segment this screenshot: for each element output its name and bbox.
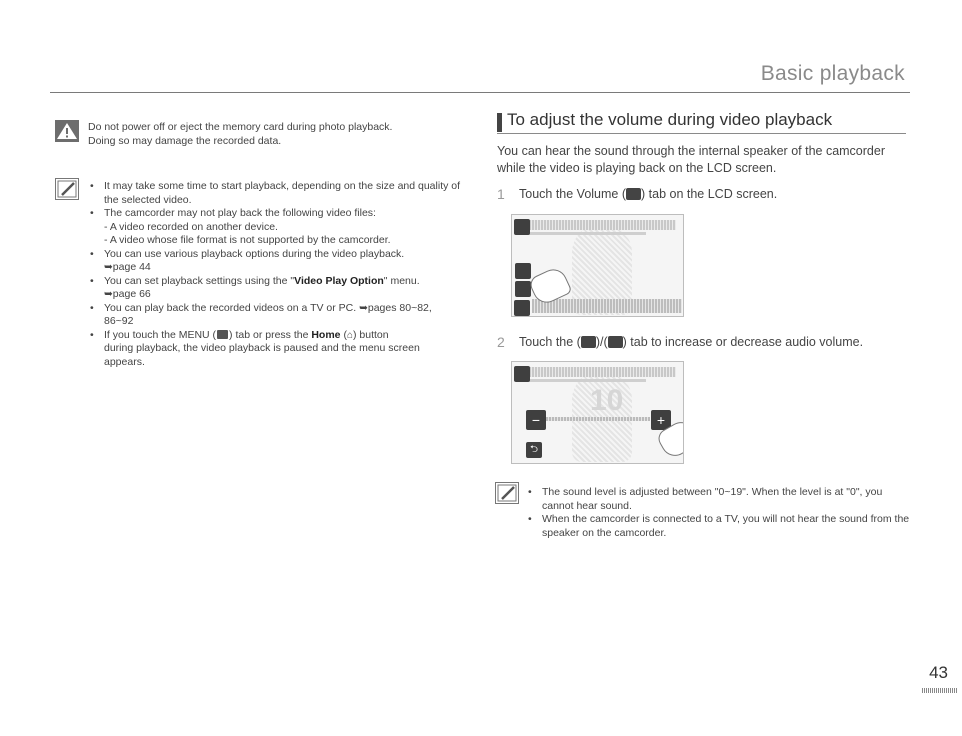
- home-icon: ⌂: [346, 329, 353, 341]
- notes-list-right: [528, 486, 913, 540]
- button-name: Home: [311, 328, 341, 341]
- volume-icon: [515, 263, 531, 279]
- volume-bar: [546, 417, 650, 421]
- list-item: • The camcorder may not play back the following video files: - A video recorded on another device. - A video whose file format is not supported by the camcorder.: [90, 207, 462, 248]
- list-item: • You can use various playback options during the video playback. ➥page 44: [90, 248, 462, 275]
- note-text: The sound level is adjusted between "0~19". When the level is at "0", you cannot hear sound.: [542, 486, 883, 512]
- header-divider: [50, 92, 910, 93]
- note-text: You can set playback settings using the ": [104, 274, 295, 287]
- section-intro: You can hear the sound through the internal speaker of the camcorder while the video is playing back on the LCD screen.: [497, 144, 885, 175]
- minus-icon: −: [526, 410, 546, 430]
- step-text: ) tab to increase or decrease audio volume.: [622, 335, 864, 349]
- page-number: 43: [929, 663, 948, 682]
- page-reference: ➥page 44: [104, 261, 151, 273]
- list-item: • The sound level is adjusted between "0~19". When the level is at "0", you cannot hear sound.: [528, 486, 883, 512]
- note-text: It may take some time to start playback, depending on the size and quality of the selected video.: [104, 180, 461, 206]
- progress-bar: [526, 232, 646, 235]
- display-icon: [515, 281, 531, 297]
- note-text: (: [340, 328, 347, 341]
- progress-bar: [526, 379, 646, 382]
- note-text: ) button: [353, 328, 389, 341]
- status-bar: [526, 220, 676, 230]
- volume-tab-icon: [626, 188, 641, 200]
- note-subitem: - A video recorded on another device.: [104, 220, 278, 233]
- plus-icon: +: [651, 410, 671, 430]
- step-text: Touch the Volume (: [519, 187, 627, 201]
- warning-text: [88, 121, 458, 148]
- list-item: • It may take some time to start playback, depending on the size and quality of the selected video.: [90, 180, 461, 206]
- back-icon: ⮌: [526, 442, 542, 458]
- menu-tab-icon: [514, 300, 530, 316]
- section-title: To adjust the volume during video playback: [507, 110, 833, 129]
- note-pencil-icon: [55, 178, 79, 200]
- note-text: You can use various playback options during the video playback.: [104, 247, 405, 260]
- lcd-screen-playback: [511, 214, 684, 317]
- warning-triangle-icon: [55, 120, 79, 142]
- note-subitem: - A video whose file format is not supported by the camcorder.: [104, 234, 391, 246]
- note-text: When the camcorder is connected to a TV, you will not hear the sound from the speaker on the camcorder.: [542, 513, 910, 539]
- warning-line: Doing so may damage the recorded data.: [88, 134, 282, 147]
- menu-tab-icon: [217, 330, 228, 339]
- list-item: • If you touch the MENU ( ) tab or press the Home (⌂) button during playback, the video playback is paused and the menu screen appears.: [90, 329, 462, 370]
- page-number-stripe: [922, 688, 958, 693]
- page-reference: ➥page 66: [104, 288, 151, 300]
- status-bar: [526, 367, 676, 377]
- notes-list-left: [90, 180, 462, 369]
- note-text: ) tab or press the: [229, 328, 312, 341]
- lcd-screen-volume: [511, 361, 684, 464]
- note-text: You can play back the recorded videos on a TV or PC. ➥pages 80~82, 86~92: [104, 301, 432, 327]
- list-item: • When the camcorder is connected to a TV, you will not hear the sound from the speaker on the camcorder.: [528, 513, 910, 539]
- minus-tab-icon: [581, 336, 596, 348]
- note-text: " menu.: [383, 274, 420, 287]
- section-divider: [497, 133, 906, 134]
- section-marker: [497, 113, 502, 132]
- playback-controls: [532, 299, 682, 313]
- step-text: ) tab on the LCD screen.: [641, 187, 778, 201]
- list-item: • You can set playback settings using the "Video Play Option" menu. ➥page 66: [90, 275, 462, 302]
- step-number: 2: [497, 334, 505, 350]
- playback-mode-icon: [514, 219, 530, 235]
- playback-mode-icon: [514, 366, 530, 382]
- volume-level: 10: [590, 384, 624, 417]
- step-text: )/(: [595, 335, 608, 349]
- list-item: • You can play back the recorded videos on a TV or PC. ➥pages 80~82, 86~92: [90, 301, 432, 327]
- warning-line: Do not power off or eject the memory card during photo playback.: [88, 121, 393, 133]
- step-text: Touch the (: [519, 335, 581, 349]
- note-text: If you touch the MENU (: [104, 328, 217, 341]
- note-text: during playback, the video playback is paused and the menu screen appears.: [104, 342, 420, 368]
- step-number: 1: [497, 186, 505, 202]
- plus-tab-icon: [608, 336, 623, 348]
- page-header-title: Basic playback: [760, 62, 905, 85]
- note-text: The camcorder may not play back the following video files:: [104, 207, 376, 219]
- note-pencil-icon: [495, 482, 519, 504]
- menu-name: Video Play Option: [294, 274, 384, 287]
